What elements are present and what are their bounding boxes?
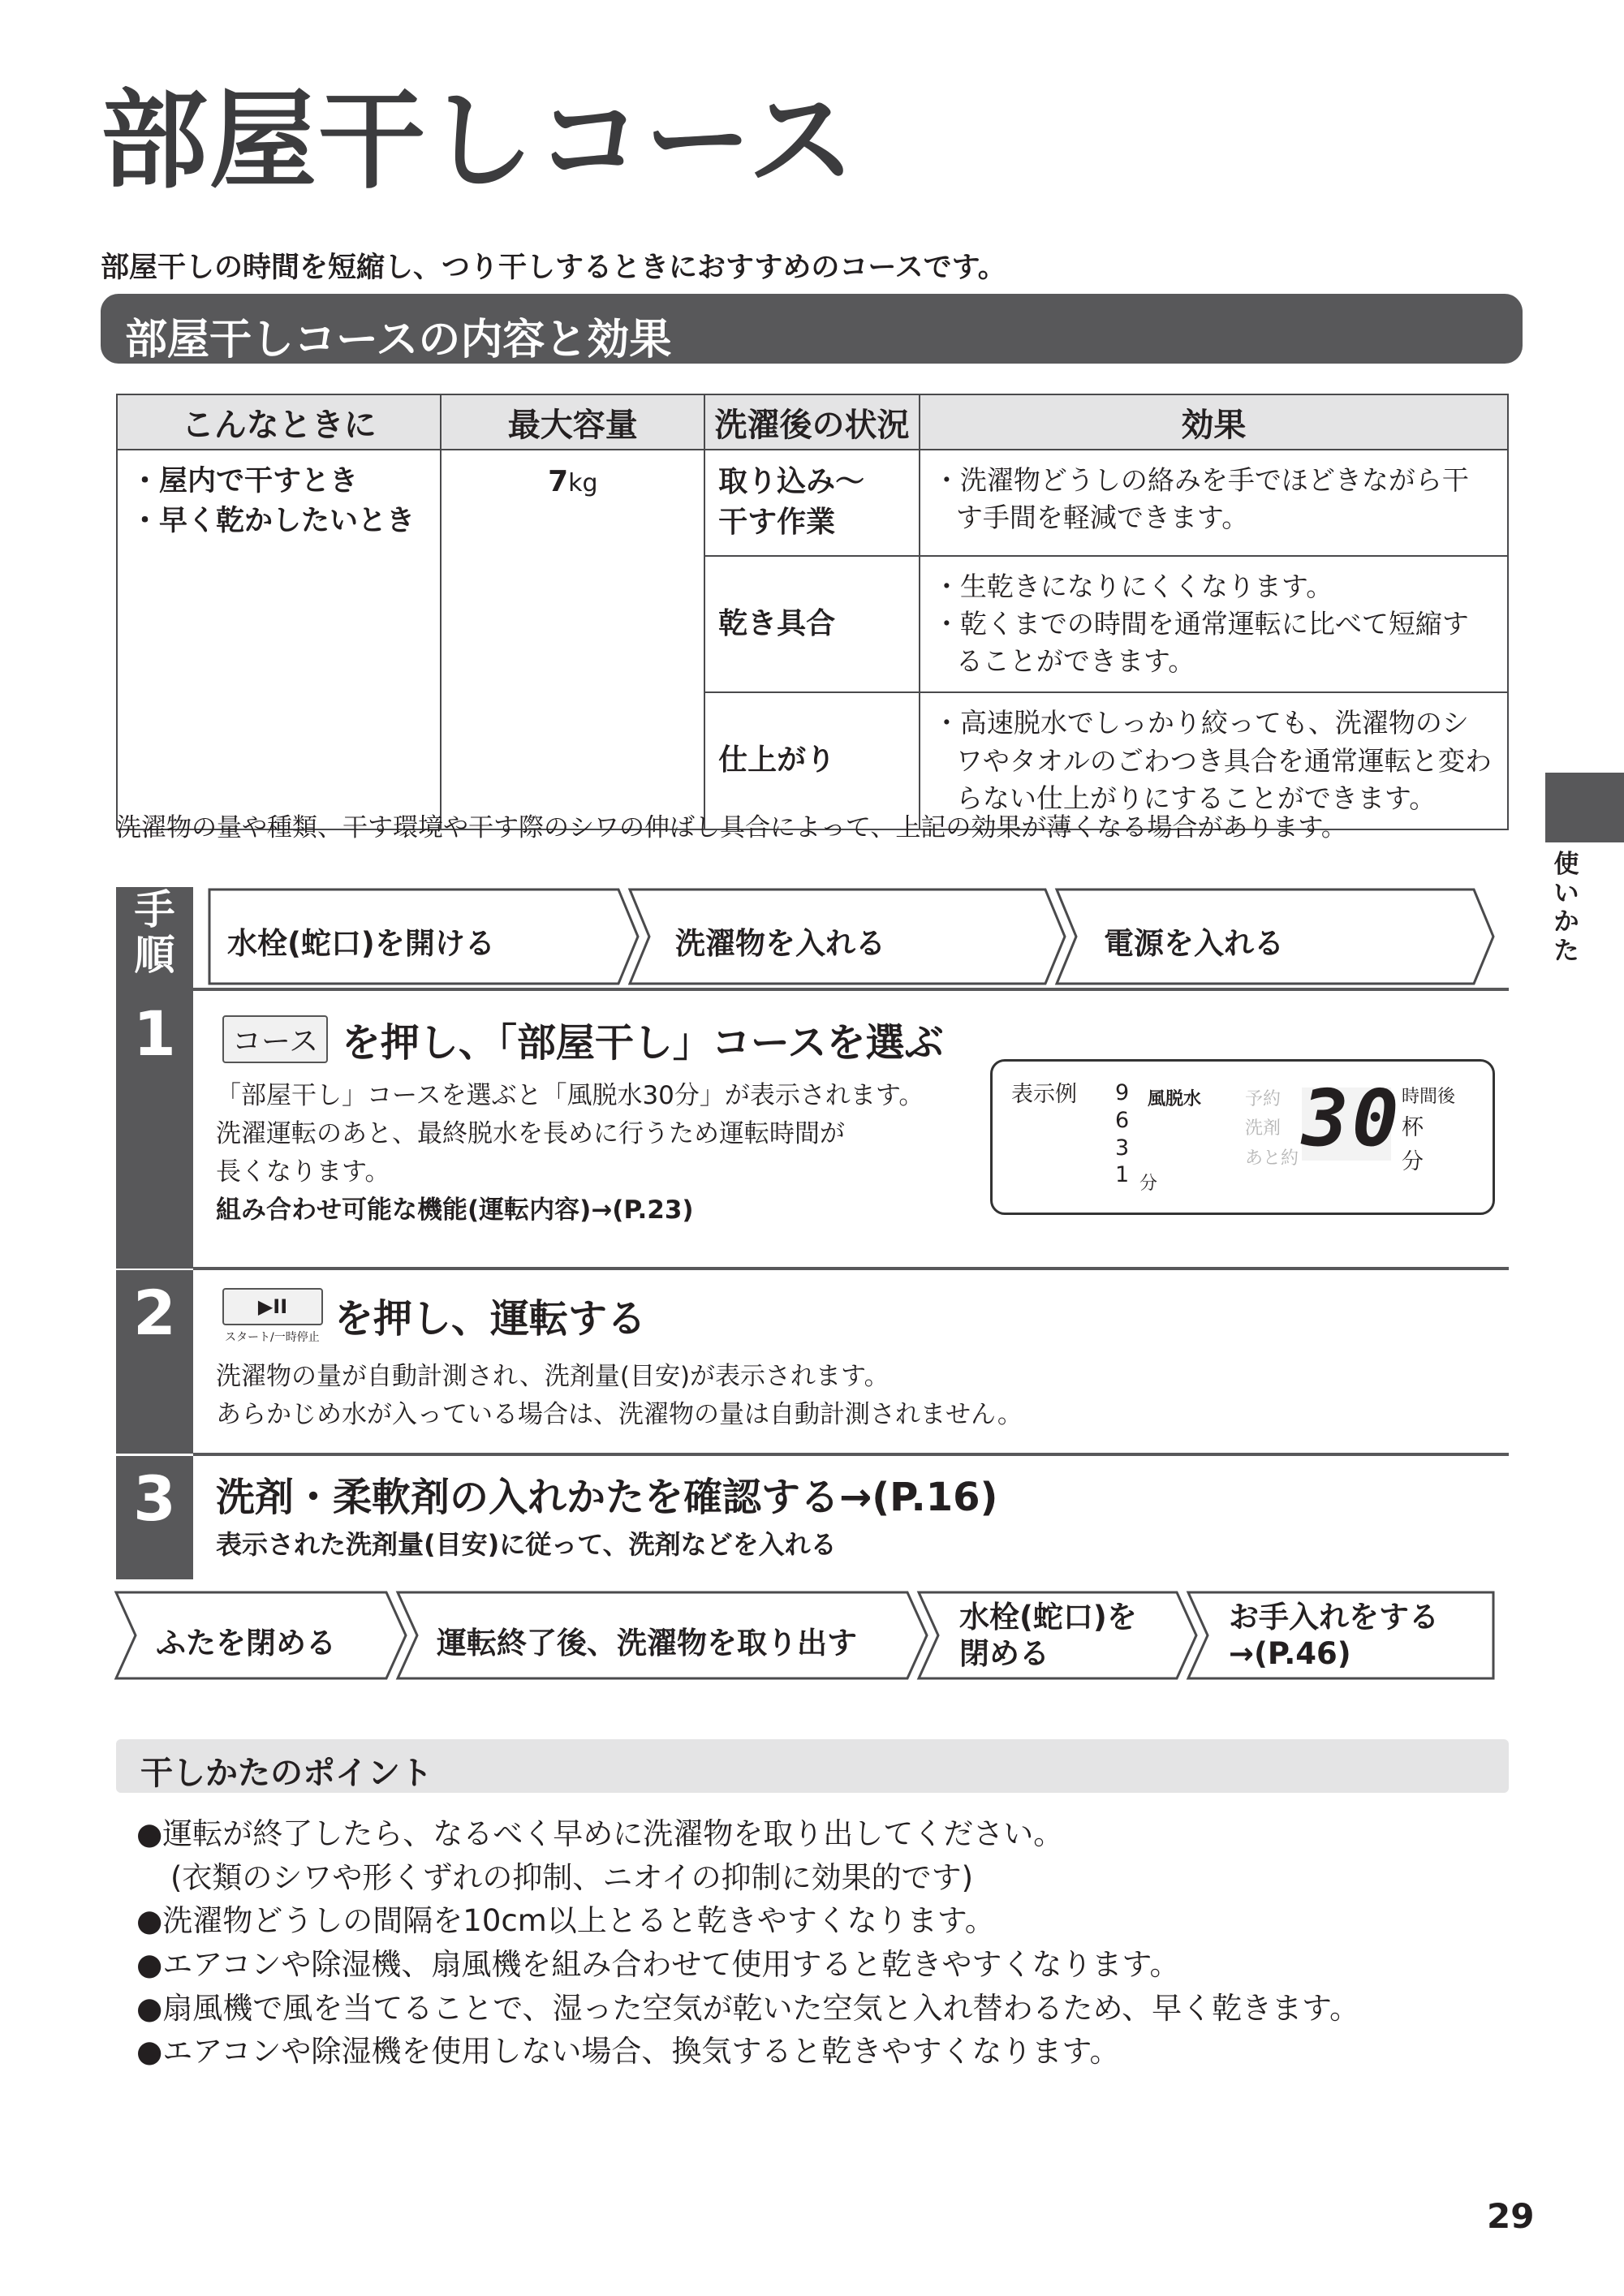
- maintenance-link[interactable]: →(P.46): [1229, 1636, 1351, 1672]
- table-note: 洗濯物の量や種類、干す環境や干す際のシワの伸ばし具合によって、上記の効果が薄くなる場合があります。: [116, 813, 1346, 842]
- post-step-line: 水栓(蛇口)を: [959, 1600, 1137, 1635]
- effect-item: ・生乾きになりにくくなります。: [933, 570, 1333, 602]
- when-item: ・早く乾かしたいとき: [131, 505, 416, 537]
- level-6: 6: [1115, 1107, 1130, 1133]
- effect-item: ・洗濯物どうしの絡みを手でほどきながら干す手間を軽減できます。: [933, 464, 1469, 534]
- start-pause-caption: スタート/一時停止: [225, 1331, 320, 1344]
- level-3: 3: [1115, 1135, 1130, 1161]
- step-number-2: 2: [116, 1270, 193, 1454]
- header-when: こんなときに: [117, 394, 441, 450]
- body-line: あらかじめ水が入っている場合は、洗濯物の量は自動計測されません。: [216, 1400, 1023, 1430]
- post-step-line: 閉める: [959, 1636, 1049, 1672]
- fun-small-label: 分: [1139, 1174, 1158, 1194]
- state-label: 干す作業: [718, 506, 836, 540]
- pre-step-load-laundry: 洗濯物を入れる: [675, 926, 885, 961]
- effect-item: ・乾くまでの時間を通常運転に比べて短縮することができます。: [933, 607, 1469, 678]
- state-label: 取り込み〜: [718, 465, 865, 498]
- body-line: 「部屋干し」コースを選ぶと「風脱水30分」が表示されます。: [216, 1081, 924, 1110]
- step-divider: [193, 1267, 1509, 1270]
- header-capacity: 最大容量: [441, 394, 704, 450]
- list-item: ●エアコンや除湿機、扇風機を組み合わせて使用すると乾きやすくなります。: [136, 1946, 1180, 1982]
- display-example-label: 表示例: [1011, 1082, 1077, 1107]
- jikango-label: 時間後: [1402, 1087, 1456, 1107]
- side-tab-label: 使いかた: [1553, 850, 1579, 966]
- pre-step-power-on: 電源を入れる: [1104, 926, 1284, 961]
- step-1-body: [216, 1077, 924, 1230]
- start-pause-key: [222, 1288, 323, 1325]
- yoyaku-indicator: 予約: [1245, 1089, 1282, 1109]
- post-step-maintenance[interactable]: [1229, 1599, 1439, 1672]
- level-9: 9: [1115, 1080, 1130, 1105]
- state-label: 仕上がり: [718, 743, 836, 778]
- hai-label: 杯: [1402, 1115, 1424, 1141]
- points-heading: 干しかたのポイント: [140, 1755, 433, 1792]
- points-heading-bar: [116, 1739, 1509, 1793]
- step-2-body: [216, 1358, 1023, 1434]
- effect-item: ・高速脱水でしっかり絞っても、洗濯物のシワやタオルのごわつき具合を通常運転と変わらない仕上がりにすることができます。: [933, 707, 1492, 814]
- post-step-remove-laundry: 運転終了後、洗濯物を取り出す: [437, 1626, 857, 1661]
- course-key: コース: [222, 1015, 328, 1063]
- fun-label: 分: [1402, 1148, 1424, 1174]
- list-item: (衣類のシワや形くずれの抑制、ニオイの抑制に効果的です): [170, 1859, 974, 1895]
- procedure-label: 順: [134, 932, 175, 979]
- section-heading: 部屋干しコースの内容と効果: [125, 316, 672, 364]
- level-1: 1: [1115, 1162, 1130, 1188]
- list-item: ●運転が終了したら、なるべく早めに洗濯物を取り出してください。: [136, 1816, 1064, 1851]
- header-state: 洗濯後の状況: [704, 394, 920, 450]
- post-step-close-lid: ふたを閉める: [156, 1626, 336, 1661]
- page-title: 部屋干しコース: [101, 79, 857, 204]
- step-divider: [193, 1453, 1509, 1456]
- step-3-title[interactable]: 洗剤・柔軟剤の入れかたを確認する→(P.16): [216, 1475, 998, 1520]
- state-label: 乾き具合: [718, 606, 836, 640]
- lead-text: 部屋干しの時間を短縮し、つり干しするときにおすすめのコースです。: [101, 252, 1006, 284]
- display-units: [1402, 1083, 1455, 1179]
- list-item: ●扇風機で風を当てることで、湿った空気が乾いた空気と入れ替わるため、早く乾きます。: [136, 1990, 1360, 2026]
- post-step-line: お手入れをする: [1229, 1600, 1439, 1635]
- post-step-close-faucet: [959, 1599, 1137, 1672]
- senzai-indicator: 洗剤: [1245, 1118, 1282, 1139]
- procedure-divider: [116, 988, 1509, 991]
- points-list: [136, 1812, 1359, 2074]
- procedure-label: 手: [134, 886, 175, 933]
- list-item: ●エアコンや除湿機を使用しない場合、換気すると乾きやすくなります。: [136, 2034, 1120, 2070]
- combinable-functions-link[interactable]: 組み合わせ可能な機能(運転内容)→(P.23): [216, 1195, 694, 1226]
- step-number-3: 3: [116, 1456, 193, 1579]
- dim-indicators: [1245, 1085, 1299, 1174]
- body-line: 洗濯物の量が自動計測され、洗剤量(目安)が表示されます。: [216, 1362, 890, 1391]
- step-number-1: 1: [116, 991, 193, 1269]
- fudassui-label: 風脱水: [1148, 1089, 1202, 1109]
- step-1-title-text: を押し、「部屋干し」コースを選ぶ: [341, 1020, 944, 1066]
- atoyaku-indicator: あと約: [1245, 1148, 1299, 1169]
- pre-step-open-faucet: 水栓(蛇口)を開ける: [227, 926, 495, 961]
- play-pause-icon: ▶II: [257, 1295, 288, 1318]
- display-level-column: [1115, 1079, 1129, 1189]
- list-item: ●洗濯物どうしの間隔を10cm以上とると乾きやすくなります。: [136, 1903, 995, 1939]
- body-line: 長くなります。: [216, 1157, 390, 1187]
- step-2-title: を押し、運転する: [334, 1296, 647, 1342]
- page-number: 29: [1487, 2196, 1535, 2236]
- step-3-subtitle: 表示された洗剤量(目安)に従って、洗剤などを入れる: [216, 1529, 837, 1560]
- capacity-unit: kg: [568, 469, 598, 498]
- when-item: ・屋内で干すとき: [131, 465, 359, 498]
- body-line: 洗濯運転のあと、最終脱水を長めに行うため運転時間が: [216, 1119, 845, 1149]
- digit-display: 30: [1302, 1073, 1402, 1164]
- capacity-value: 7: [548, 465, 569, 498]
- header-effect: 効果: [920, 394, 1508, 450]
- step-1-title: [222, 1011, 944, 1067]
